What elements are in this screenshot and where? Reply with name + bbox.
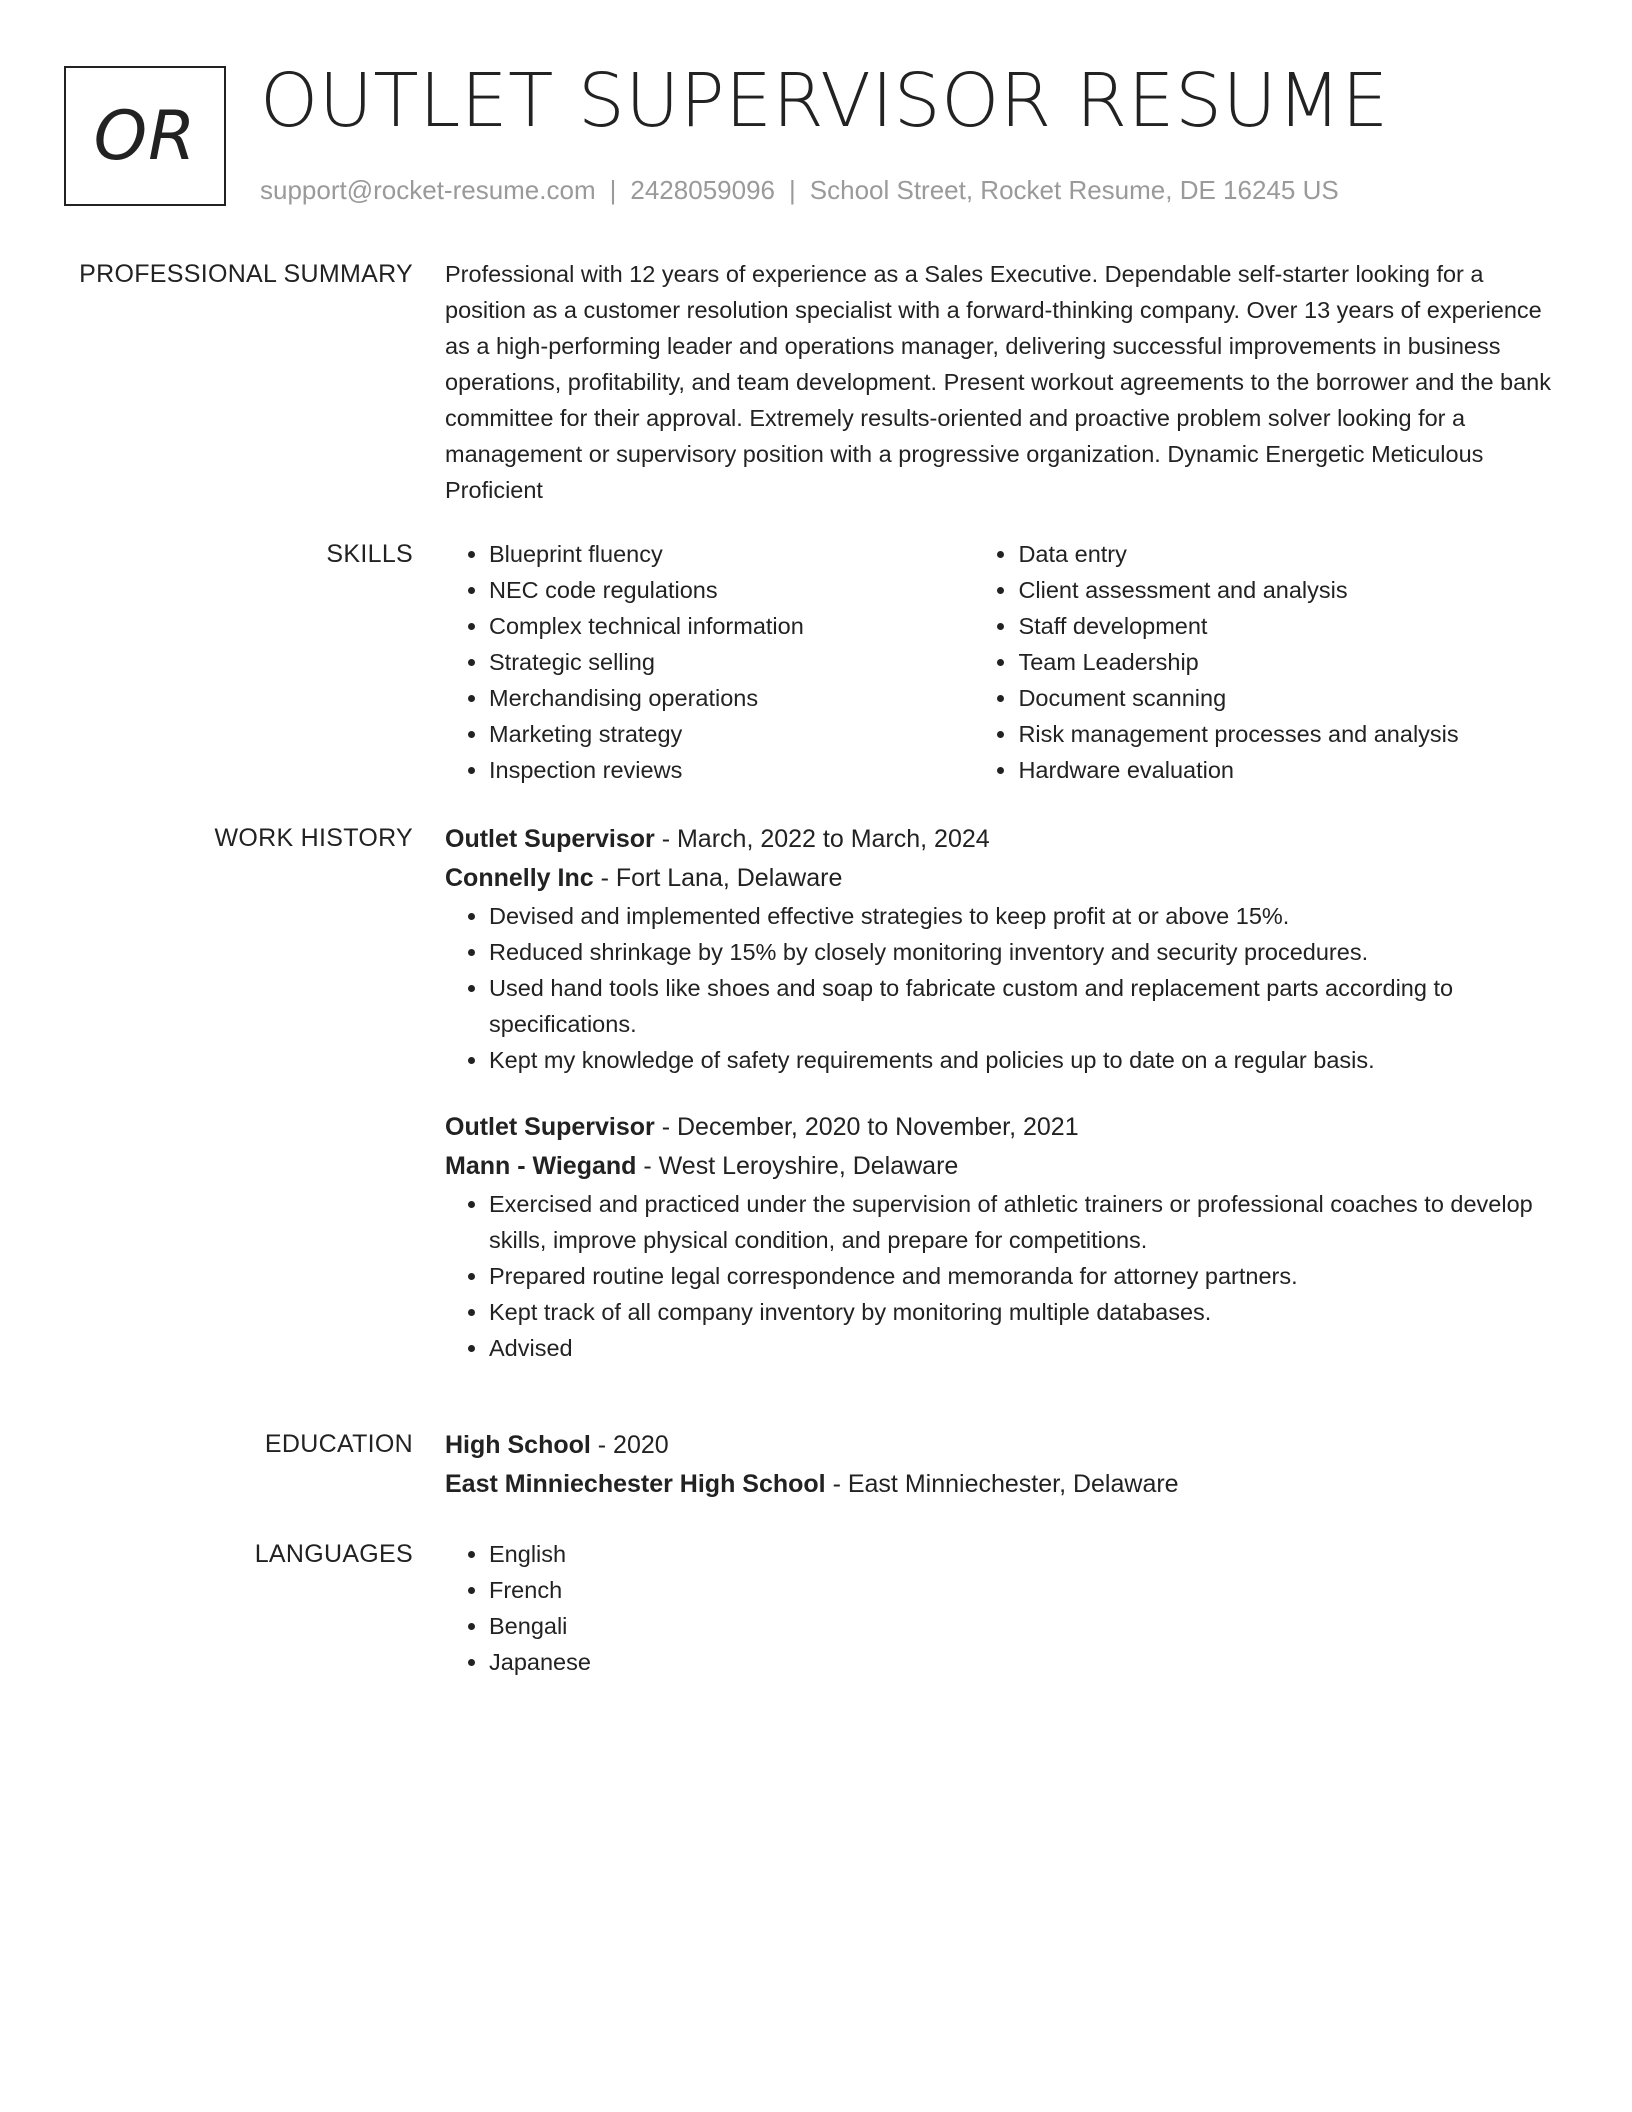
skill-item: • Data entry [1018,536,1560,572]
skill-item: • Team Leadership [1018,644,1560,680]
skill-item: • Document scanning [1018,680,1560,716]
resume-title: OUTLET SUPERVISOR RESUME [260,58,1389,144]
skill-item: • Strategic selling [489,644,974,680]
education-label: EDUCATION [264,1430,413,1458]
job-bullet: • Advised [489,1330,1560,1366]
skill-item: • Client assessment and analysis [1018,572,1560,608]
job-dates: - March, 2022 to March, 2024 [654,825,990,853]
job-bullet: • Reduced shrinkage by 15% by closely monitoring inventory and security procedures. [489,934,1560,970]
monogram-initials: OR [93,96,197,176]
job-bullet: • Exercised and practiced under the supervision of athletic trainers or professional coaches to develop skills, improve physical condition, and prepare for competitions. [489,1186,1560,1258]
contact-address: School Street, Rocket Resume, DE 16245 US [809,175,1339,205]
summary-label: PROFESSIONAL SUMMARY [79,260,413,288]
job-title-line [445,1108,1560,1147]
skill-item: • Staff development [1018,608,1560,644]
languages-label: LANGUAGES [254,1540,413,1568]
job-location: - West Leroyshire, Delaware [636,1152,959,1180]
skills-label: SKILLS [326,540,413,568]
language-item: • English [489,1536,1560,1572]
job-bullet: • Kept track of all company inventory by monitoring multiple databases. [489,1294,1560,1330]
job-dates: - December, 2020 to November, 2021 [654,1113,1079,1141]
contact-separator: | [609,175,617,205]
job-bullet: • Devised and implemented effective strategies to keep profit at or above 15%. [489,898,1560,934]
job-entry [445,1108,1560,1366]
job-bullets [445,898,1560,1078]
job-title-line [445,820,1560,859]
languages-body [445,1536,1560,1680]
skill-item: • Hardware evaluation [1018,752,1560,788]
job-title: Outlet Supervisor [445,1113,655,1141]
skill-item: • Complex technical information [489,608,974,644]
skill-item: • Marketing strategy [489,716,974,752]
skill-item: • Blueprint fluency [489,536,974,572]
skill-item: • NEC code regulations [489,572,974,608]
skills-body [445,536,1560,788]
job-bullet: • Used hand tools like shoes and soap to fabricate custom and replacement parts according to specifications. [489,970,1560,1042]
education-degree-line [445,1426,1560,1465]
job-company: Mann - Wiegand [445,1152,637,1180]
contact-email: support@rocket-resume.com [260,175,596,205]
skill-item: • Risk management processes and analysis [1018,716,1560,752]
skill-item: • Inspection reviews [489,752,974,788]
job-company: Connelly Inc [445,864,594,892]
work-history-label: WORK HISTORY [214,824,413,852]
languages-list [445,1536,1560,1680]
summary-body [445,256,1560,508]
monogram-box [64,66,226,206]
job-entry [445,820,1560,1078]
job-bullet: • Kept my knowledge of safety requirements and policies up to date on a regular basis. [489,1042,1560,1078]
job-company-line [445,859,1560,898]
education-school-line [445,1465,1560,1504]
contact-separator: | [789,175,796,205]
skill-item: • Merchandising operations [489,680,974,716]
education-school: East Minniechester High School [445,1470,826,1498]
job-bullet: • Prepared routine legal correspondence and memoranda for attorney partners. [489,1258,1560,1294]
skills-column-2 [974,536,1560,788]
contact-phone: 2428059096 [630,175,775,205]
education-location: - East Minniechester, Delaware [825,1470,1179,1498]
summary-text: Professional with 12 years of experience as a Sales Executive. Dependable self-starter looking for a position as a customer resolution specialist with a forward-thinking company. Over 13 years of experience as a high-performing leader and operations manager, delivering successful improvements in business operations, profitability, and team development. Present workout agreements to the borrower and the bank committee for their approval. Extremely results-oriented and proactive problem solver looking for a management or supervisory position with a progressive organization. Dynamic Energetic Meticulous Proficient [445,261,1552,503]
language-item: • Japanese [489,1644,1560,1680]
job-title: Outlet Supervisor [445,825,655,853]
education-body [445,1426,1560,1504]
skills-column-1 [445,536,974,788]
work-history-body [445,820,1560,1366]
job-location: - Fort Lana, Delaware [593,864,843,892]
education-year: - 2020 [590,1431,669,1459]
contact-line [260,172,1339,208]
job-company-line [445,1147,1560,1186]
education-degree: High School [445,1431,591,1459]
job-bullets [445,1186,1560,1366]
language-item: • Bengali [489,1608,1560,1644]
language-item: • French [489,1572,1560,1608]
